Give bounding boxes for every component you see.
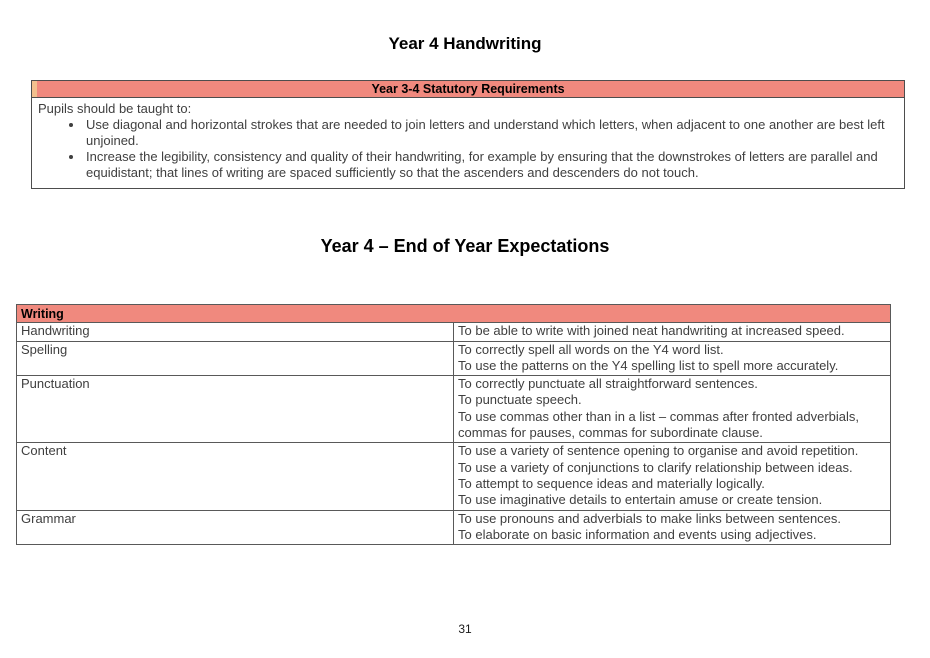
category-cell: Grammar <box>17 510 454 545</box>
table-row <box>17 323 891 341</box>
item-line: To attempt to sequence ideas and materially logically. <box>458 475 765 491</box>
items-cell <box>454 510 891 545</box>
statutory-table-body <box>32 98 904 188</box>
item-line: To punctuate speech. <box>458 392 582 408</box>
item-line: To use commas other than in a list – commas after fronted adverbials, commas for pauses, commas for subordinate clause. <box>458 408 860 441</box>
statutory-header-label: Year 3-4 Statutory Requirements <box>371 82 565 96</box>
item-line: To elaborate on basic information and events using adjectives. <box>458 526 817 542</box>
item-line: To use a variety of conjunctions to clarify relationship between ideas. <box>458 459 853 475</box>
writing-header: Writing <box>17 305 891 323</box>
accent-strip <box>32 81 37 97</box>
items-cell <box>454 341 891 376</box>
statutory-intro: Pupils should be taught to: <box>38 101 192 116</box>
table-row <box>17 510 891 545</box>
table-header-row <box>17 305 891 323</box>
page-number: 31 <box>458 622 472 636</box>
expectations-table <box>16 304 891 545</box>
item-line: To correctly spell all words on the Y4 word list. <box>458 341 724 357</box>
page-title: Year 4 Handwriting <box>388 34 542 53</box>
items-cell <box>454 443 891 510</box>
item-line: To be able to write with joined neat handwriting at increased speed. <box>458 323 845 339</box>
category-cell: Punctuation <box>17 376 454 443</box>
category-cell: Handwriting <box>17 323 454 341</box>
statutory-table-header <box>32 81 904 98</box>
item-line: To correctly punctuate all straightforward sentences. <box>458 376 758 392</box>
statutory-bullet-list <box>38 117 898 181</box>
item-line: To use imaginative details to entertain amuse or create tension. <box>458 492 823 508</box>
statutory-table <box>31 80 905 189</box>
items-cell <box>454 376 891 443</box>
items-cell <box>454 323 891 341</box>
table-row <box>17 376 891 443</box>
table-row <box>17 443 891 510</box>
table-row <box>17 341 891 376</box>
bullet-item: • Increase the legibility, consistency and quality of their handwriting, for example by ensuring that the downstrokes of letters are parallel and equidistant; that lines of writing are spaced sufficiently so that the ascenders and descenders do not touch. <box>84 149 898 181</box>
bullet-item: • Use diagonal and horizontal strokes that are needed to join letters and understand which letters, when adjacent to one another are best left unjoined. <box>84 117 898 149</box>
item-line: To use the patterns on the Y4 spelling list to spell more accurately. <box>458 357 839 373</box>
category-cell: Spelling <box>17 341 454 376</box>
item-line: To use pronouns and adverbials to make links between sentences. <box>458 510 842 526</box>
item-line: To use a variety of sentence opening to organise and avoid repetition. <box>458 443 859 459</box>
category-cell: Content <box>17 443 454 510</box>
section-title: Year 4 – End of Year Expectations <box>320 236 610 256</box>
